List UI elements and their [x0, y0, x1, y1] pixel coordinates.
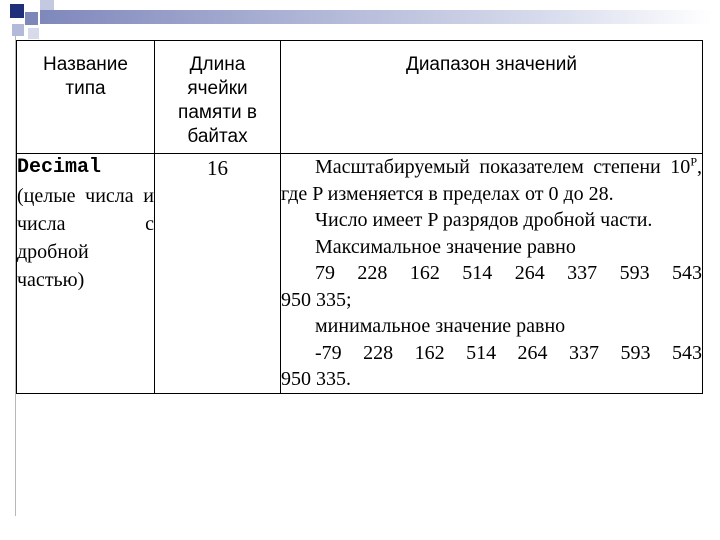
header-value-range: Диапазон значений	[281, 41, 703, 154]
range-scale-text-end: , где P изменяется в пределах от 0 до 28.	[281, 156, 702, 205]
data-types-table	[16, 40, 703, 394]
type-description: (целые числа и числа с дробной частью)	[17, 185, 154, 291]
decor-square	[25, 12, 38, 25]
cell-value-range	[281, 154, 703, 394]
table-header-row	[17, 41, 703, 154]
range-max-value-tail: 950 335;	[281, 288, 352, 311]
decor-square	[10, 4, 24, 18]
range-min-value-tail: 950 335.	[281, 368, 351, 390]
decor-square	[28, 28, 39, 39]
range-paragraph-scale	[281, 154, 702, 207]
header-type-name: Название типа	[17, 41, 155, 154]
range-scale-text: Масштабируемый показателем степени 10	[315, 156, 691, 178]
type-code: Decimal	[17, 156, 102, 179]
range-min-label: минимальное значение равно	[315, 315, 566, 337]
decor-square	[12, 24, 24, 36]
range-exponent: P	[690, 154, 697, 169]
table-row	[17, 154, 703, 394]
cell-type-name	[17, 154, 155, 394]
header-cell-size: Длина ячейки памяти в байтах	[155, 41, 281, 154]
cell-size: 16	[155, 154, 281, 394]
range-max-value: 79 228 162 514 264 337 593 543	[315, 262, 702, 284]
range-max-label: Максимальное значение равно	[315, 235, 576, 258]
range-min-value: -79 228 162 514 264 337 593 543	[315, 341, 702, 364]
range-paragraph-fraction: Число имеет P разрядов дробной части.	[315, 209, 653, 231]
header-gradient-bar	[40, 10, 712, 24]
